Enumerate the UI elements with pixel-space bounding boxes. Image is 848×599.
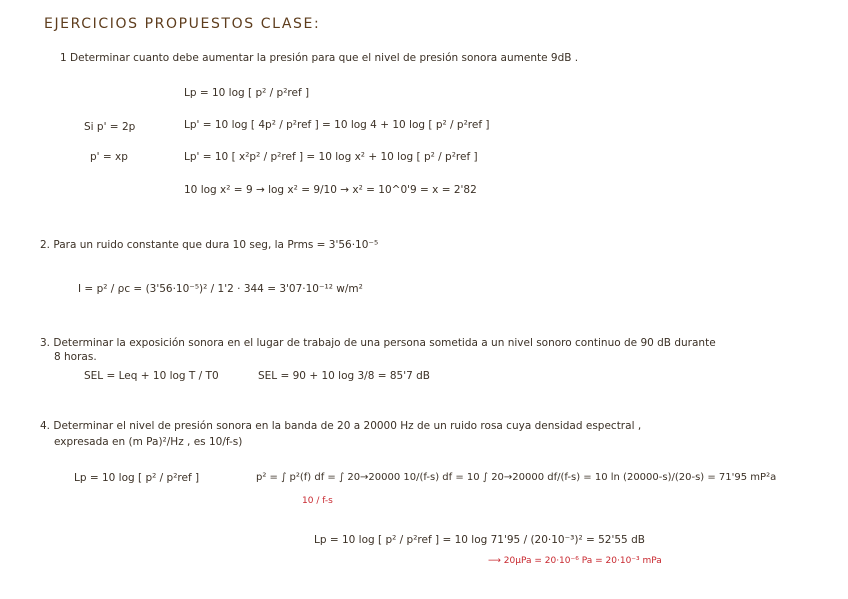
exercise-1-eq-x: Lp' = 10 [ x²p² / p²ref ] = 10 log x² + 10 log [ p² / p²ref ] [184,151,478,163]
exercise-1-eq-lp-prime: Lp' = 10 log [ 4p² / p²ref ] = 10 log 4 + 10 log [ p² / p²ref ] [184,119,490,131]
exercise-1-eq-lp: Lp = 10 log [ p² / p²ref ] [184,87,310,99]
page-title: EJERCICIOS PROPUESTOS CLASE: [44,16,321,32]
exercise-4-header-cont: expresada en (m Pa)²/Hz , es 10/f-s) [54,436,243,448]
exercise-3-sel-formula: SEL = Leq + 10 log T / T0 [84,370,219,382]
exercise-1-result: 10 log x² = 9 → log x² = 9/10 → x² = 10^0'9 = x = 2'82 [184,184,477,196]
exercise-2-intensity-eq: I = p² / ρc = (3'56·10⁻⁵)² / 1'2 · 344 = 3'07·10⁻¹² w/m² [78,283,363,295]
exercise-4-integral: p² = ∫ p²(f) df = ∫ 20→20000 10/(f-s) df = 10 ∫ 20→20000 df/(f-s) = 10 ln (20000-s)/(20-s) = 71'95 mP²a [256,472,777,483]
exercise-3-header: 3. Determinar la exposición sonora en el lugar de trabajo de una persona sometida a un nivel sonoro continuo de 90 dB durante [40,337,716,349]
exercise-3-sel-result: SEL = 90 + 10 log 3/8 = 85'7 dB [258,370,431,382]
exercise-4-final-lp: Lp = 10 log [ p² / p²ref ] = 10 log 71'95 / (20·10⁻³)² = 52'55 dB [314,534,645,546]
exercise-1-condition-2p: Si p' = 2p [84,121,136,133]
exercise-2-header: 2. Para un ruido constante que dura 10 seg, la Prms = 3'56·10⁻⁵ [40,239,379,251]
exercise-4-lp-formula: Lp = 10 log [ p² / p²ref ] [74,472,200,484]
exercise-1-header: 1 Determinar cuanto debe aumentar la presión para que el nivel de presión sonora aumente 9dB . [60,52,579,64]
exercise-4-header: 4. Determinar el nivel de presión sonora en la banda de 20 a 20000 Hz de un ruido rosa cuya densidad espectral , [40,420,642,432]
exercise-4-unit-conversion: ⟶ 20μPa = 20·10⁻⁶ Pa = 20·10⁻³ mPa [488,556,662,566]
exercise-4-red-annotation: 10 / f-s [302,496,333,506]
exercise-3-header-cont: 8 horas. [54,351,97,363]
exercise-1-condition-xp: p' = xp [90,151,128,163]
